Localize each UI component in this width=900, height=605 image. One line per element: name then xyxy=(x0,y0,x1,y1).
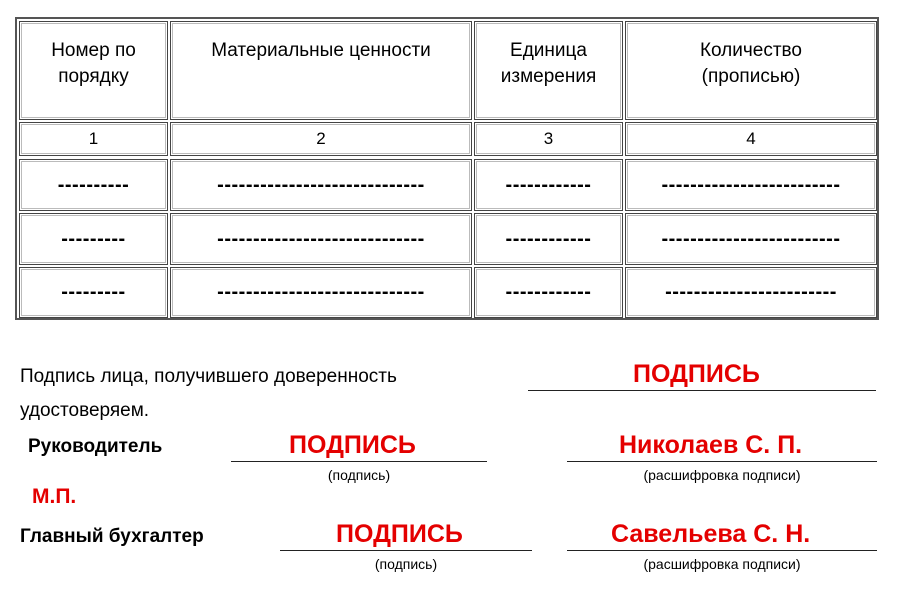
header-unit: Единица измерения xyxy=(474,21,623,120)
director-signature-caption: (подпись) xyxy=(327,467,391,483)
director-signature: ПОДПИСЬ xyxy=(289,431,416,459)
table-row-3-cell-1: --------- xyxy=(19,267,168,318)
table-row-2-cell-3: ------------ xyxy=(474,213,623,265)
accountant-signature-caption: (подпись) xyxy=(374,556,438,572)
director-name-line xyxy=(567,461,877,462)
table-row-2-cell-2: ----------------------------- xyxy=(170,213,472,265)
col-number-4: 4 xyxy=(625,122,877,156)
director-label: Руководитель xyxy=(28,436,163,457)
table-row-2-cell-4: ------------------------- xyxy=(625,213,877,265)
col-number-1: 1 xyxy=(19,122,168,156)
table-row-1-cell-3: ------------ xyxy=(474,159,623,211)
col-number-2: 2 xyxy=(170,122,472,156)
recipient-signature-line xyxy=(528,390,876,391)
director-name: Николаев С. П. xyxy=(619,431,803,459)
table-row-1-cell-2: ----------------------------- xyxy=(170,159,472,211)
header-materials: Материальные ценности xyxy=(170,21,472,120)
accountant-signature-line xyxy=(280,550,532,551)
certification-line-2: удостоверяем. xyxy=(20,400,150,421)
recipient-signature: ПОДПИСЬ xyxy=(633,360,760,388)
table-row-3-cell-3: ------------ xyxy=(474,267,623,318)
stamp-label: М.П. xyxy=(32,485,77,508)
table-row-3-cell-2: ----------------------------- xyxy=(170,267,472,318)
accountant-name-caption: (расшифровка подписи) xyxy=(643,556,801,572)
certification-line-1: Подпись лица, получившего доверенность xyxy=(20,366,397,387)
items-table xyxy=(15,17,879,320)
accountant-name-line xyxy=(567,550,877,551)
accountant-label: Главный бухгалтер xyxy=(20,526,204,547)
director-name-caption: (расшифровка подписи) xyxy=(643,467,801,483)
table-row-3-cell-4: ------------------------ xyxy=(625,267,877,318)
col-number-3: 3 xyxy=(474,122,623,156)
table-row-1-cell-1: ---------- xyxy=(19,159,168,211)
accountant-name: Савельева С. Н. xyxy=(611,520,811,548)
director-signature-line xyxy=(231,461,487,462)
table-row-2-cell-1: --------- xyxy=(19,213,168,265)
header-number: Номер по порядку xyxy=(19,21,168,120)
table-row-1-cell-4: ------------------------- xyxy=(625,159,877,211)
accountant-signature: ПОДПИСЬ xyxy=(336,520,463,548)
header-quantity: Количество (прописью) xyxy=(625,21,877,120)
